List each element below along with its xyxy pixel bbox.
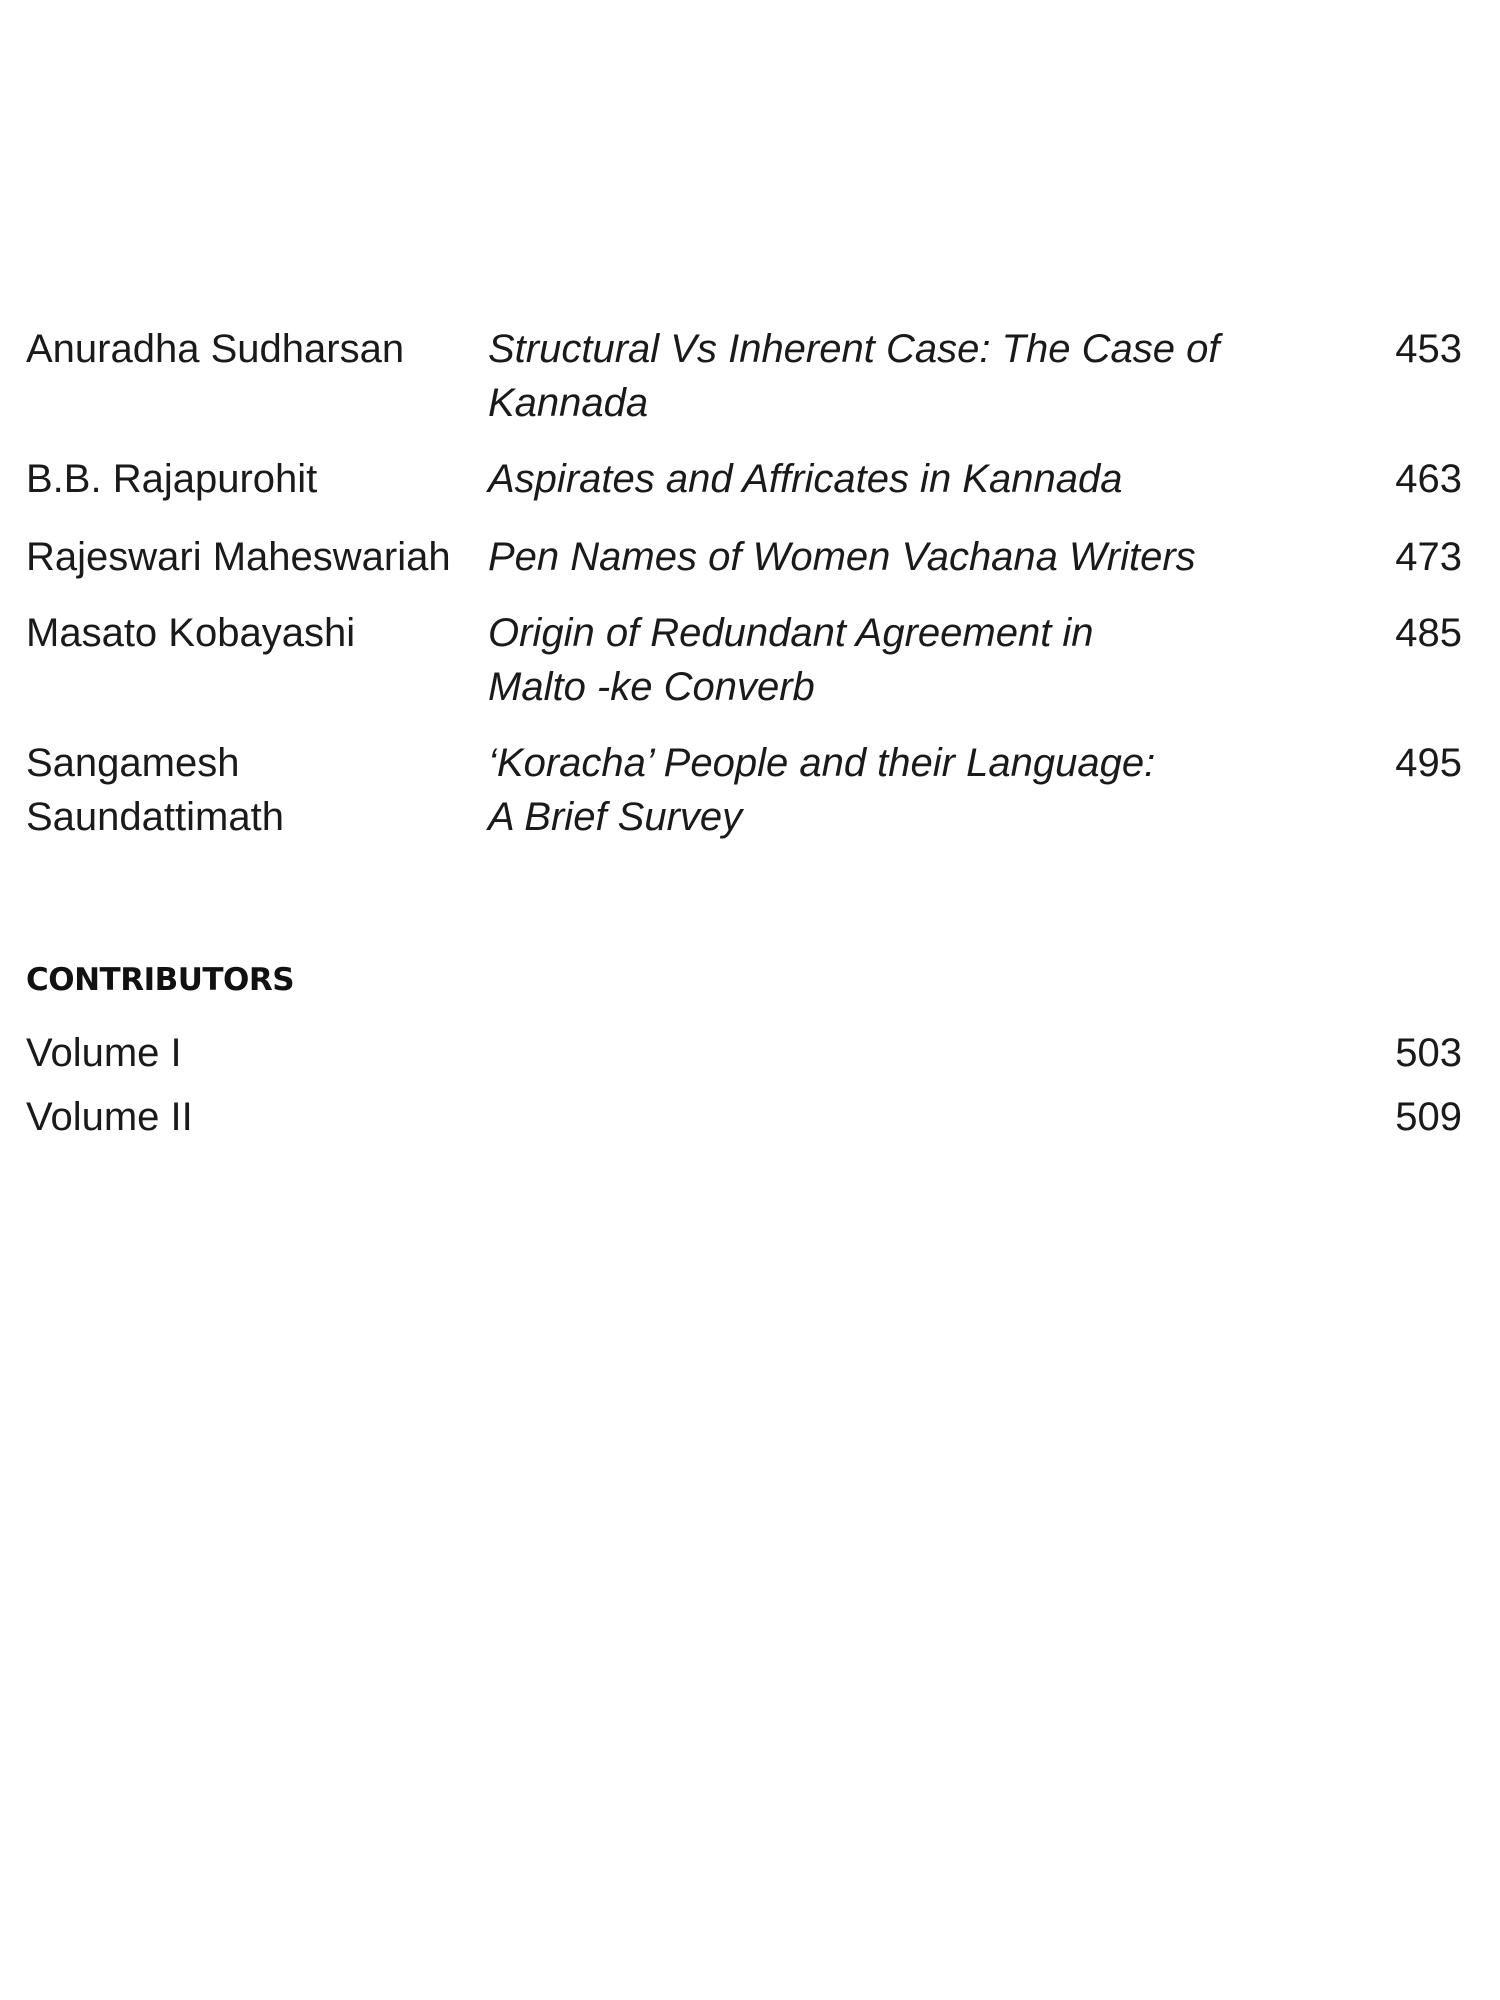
toc-entry (26, 736, 1462, 844)
toc-page-number: 485 (1395, 611, 1462, 655)
toc-title (488, 530, 1338, 584)
toc-page-number: 463 (1395, 457, 1462, 501)
toc-title (488, 322, 1338, 430)
toc-list (26, 322, 1462, 844)
toc-title-line: Kannada (488, 381, 649, 425)
toc-title-line: A Brief Survey (488, 795, 743, 839)
toc-author (26, 736, 466, 844)
toc-title-line: Pen Names of Women Vachana Writers (488, 535, 1196, 579)
contributors-volume-row (26, 1026, 1462, 1080)
toc-title-line: Aspirates and Affricates in Kannada (488, 457, 1123, 501)
contributors-heading: CONTRIBUTORS (26, 962, 295, 998)
toc-author: Anuradha Sudharsan (26, 327, 405, 371)
toc-author-line: Sangamesh (26, 741, 240, 785)
toc-title (488, 452, 1338, 506)
toc-author: Rajeswari Maheswariah (26, 535, 451, 579)
toc-entry (26, 606, 1462, 714)
toc-entry (26, 322, 1462, 430)
volume-label: Volume I (26, 1031, 182, 1075)
toc-author: B.B. Rajapurohit (26, 457, 318, 501)
volume-page-number: 509 (1395, 1095, 1462, 1139)
toc-title-line: ‘Koracha’ People and their Language: (488, 741, 1156, 785)
volume-label: Volume II (26, 1095, 193, 1139)
toc-title (488, 606, 1338, 714)
toc-author-line: Saundattimath (26, 795, 284, 839)
toc-title-line: Structural Vs Inherent Case: The Case of (488, 327, 1220, 371)
toc-entry (26, 452, 1462, 506)
contributors-volume-row (26, 1090, 1462, 1144)
contributors-section (26, 960, 1462, 1154)
toc-title (488, 736, 1338, 844)
toc-title-line: Origin of Redundant Agreement in (488, 611, 1094, 655)
toc-title-line: Malto -ke Converb (488, 665, 815, 709)
volume-page-number: 503 (1395, 1031, 1462, 1075)
toc-page-number: 473 (1395, 535, 1462, 579)
toc-page-number: 495 (1395, 741, 1462, 785)
toc-entry (26, 530, 1462, 584)
toc-page-number: 453 (1395, 327, 1462, 371)
toc-author: Masato Kobayashi (26, 611, 356, 655)
